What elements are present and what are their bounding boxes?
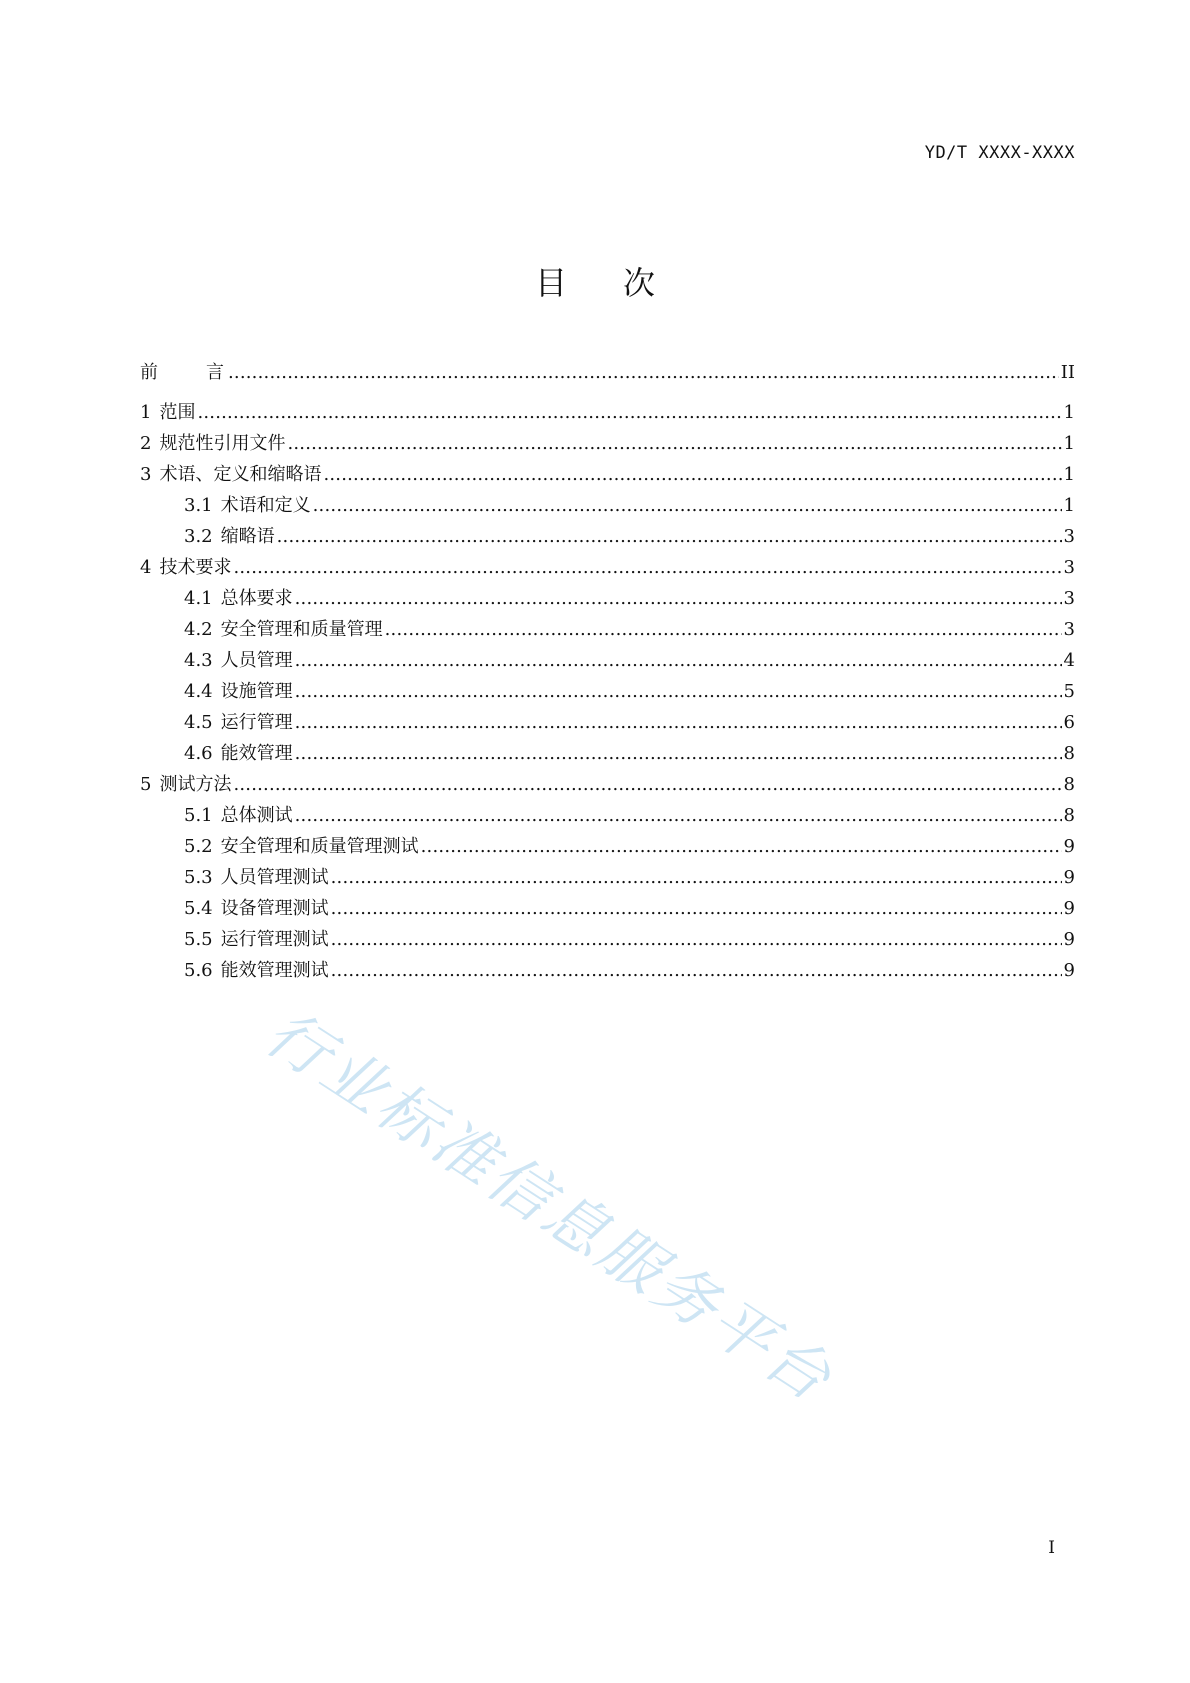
toc-entry-number: 5.6 [184,960,213,981]
toc-entry-number: 4 [140,557,152,578]
toc-entry-number: 5 [140,774,152,795]
toc-entry-label: 前言 [140,362,272,383]
toc-leader-dots [331,862,1062,893]
toc-leader-dots [295,676,1062,707]
toc-entry-label: 运行管理 [220,712,293,733]
toc-entry-label: 总体测试 [220,805,293,826]
toc-entry-number: 2 [140,433,152,454]
toc-entry-number: 4.6 [184,743,213,764]
toc-entry-page: 8 [1063,805,1075,826]
toc-leader-dots [287,428,1061,459]
toc-leader-dots [323,459,1061,490]
toc-entry-page: 9 [1063,929,1075,950]
toc-entry-page: 9 [1063,960,1075,981]
table-of-contents [140,359,1075,986]
document-code: YD/T XXXX-XXXX [924,143,1075,163]
toc-entry[interactable] [140,924,1075,955]
toc-entry-label: 缩略语 [220,526,275,547]
toc-entry-page: 3 [1063,557,1075,578]
toc-entry-page: 8 [1063,774,1075,795]
toc-entry-number: 5.4 [184,898,213,919]
toc-entry[interactable] [140,738,1075,769]
toc-entry-label: 总体要求 [220,588,293,609]
toc-entry-number: 5.5 [184,929,213,950]
toc-entry-page: 1 [1063,495,1075,516]
toc-entry-number: 4.3 [184,650,213,671]
toc-entry-number: 3.1 [184,495,213,516]
toc-leader-dots [313,490,1062,521]
toc-entry-number: 4.4 [184,681,213,702]
toc-entry[interactable] [140,428,1075,459]
toc-entry[interactable] [140,397,1075,428]
toc-entry-number: 5.3 [184,867,213,888]
toc-entry-label: 技术要求 [159,557,232,578]
toc-entry-page: II [1060,362,1075,383]
toc-leader-dots [197,397,1061,428]
toc-entry-label: 人员管理测试 [220,867,329,888]
toc-entry-number: 5.2 [184,836,213,857]
toc-entry[interactable] [140,893,1075,924]
toc-entry-label: 测试方法 [159,774,232,795]
toc-entry-page: 1 [1063,402,1075,423]
toc-entry-label: 安全管理和质量管理 [220,619,383,640]
toc-entry-page: 6 [1063,712,1075,733]
toc-entry-number: 4.2 [184,619,213,640]
toc-entry-number: 1 [140,402,152,423]
page-number: I [1048,1538,1055,1558]
toc-leader-dots [295,583,1062,614]
toc-leader-dots [295,645,1062,676]
toc-entry-label: 能效管理 [220,743,293,764]
toc-entry-label: 术语和定义 [220,495,311,516]
toc-entry-number: 5.1 [184,805,213,826]
toc-entry-page: 5 [1063,681,1075,702]
toc-leader-dots [421,831,1062,862]
toc-entry-page: 3 [1063,526,1075,547]
toc-leader-dots [331,955,1062,986]
toc-entry-page: 8 [1063,743,1075,764]
toc-leader-dots [295,707,1062,738]
toc-entry-page: 4 [1063,650,1075,671]
toc-entry-label: 安全管理和质量管理测试 [220,836,419,857]
toc-entry-label: 人员管理 [220,650,293,671]
toc-leader-dots [277,521,1062,552]
toc-entry-label: 设备管理测试 [220,898,329,919]
toc-entry-number: 4.5 [184,712,213,733]
toc-entry-number: 4.1 [184,588,213,609]
watermark: 行业标准信息服务平台 [253,995,847,1417]
toc-entry[interactable] [140,707,1075,738]
toc-entry-preface[interactable] [140,359,1075,397]
toc-entry-page: 3 [1063,619,1075,640]
toc-entry[interactable] [140,800,1075,831]
toc-entry-label: 规范性引用文件 [159,433,286,454]
toc-entry-number: 3.2 [184,526,213,547]
toc-entry[interactable] [140,831,1075,862]
toc-entry-number: 3 [140,464,152,485]
toc-entry-label: 术语、定义和缩略语 [159,464,322,485]
toc-entry-page: 9 [1063,898,1075,919]
toc-entry-page: 9 [1063,836,1075,857]
toc-entry[interactable] [140,955,1075,986]
toc-leader-dots [331,924,1062,955]
toc-entry-label: 设施管理 [220,681,293,702]
toc-leader-dots [228,359,1059,387]
toc-entry-page: 1 [1063,433,1075,454]
toc-entry[interactable] [140,583,1075,614]
toc-leader-dots [233,769,1061,800]
toc-entry[interactable] [140,862,1075,893]
toc-leader-dots [295,800,1062,831]
toc-leader-dots [295,738,1062,769]
toc-entry[interactable] [140,521,1075,552]
toc-entry-label: 范围 [159,402,196,423]
toc-entry-label: 能效管理测试 [220,960,329,981]
toc-entry-label: 运行管理测试 [220,929,329,950]
toc-leader-dots [385,614,1062,645]
toc-entry[interactable] [140,552,1075,583]
toc-entry[interactable] [140,490,1075,521]
page-title: 目次 [534,264,711,302]
toc-entry-page: 3 [1063,588,1075,609]
toc-entry[interactable] [140,614,1075,645]
toc-leader-dots [331,893,1062,924]
toc-entry-page: 9 [1063,867,1075,888]
toc-entry[interactable] [140,676,1075,707]
toc-entry[interactable] [140,459,1075,490]
toc-leader-dots [233,552,1061,583]
toc-entry-page: 1 [1063,464,1075,485]
toc-entry[interactable] [140,769,1075,800]
toc-entry[interactable] [140,645,1075,676]
